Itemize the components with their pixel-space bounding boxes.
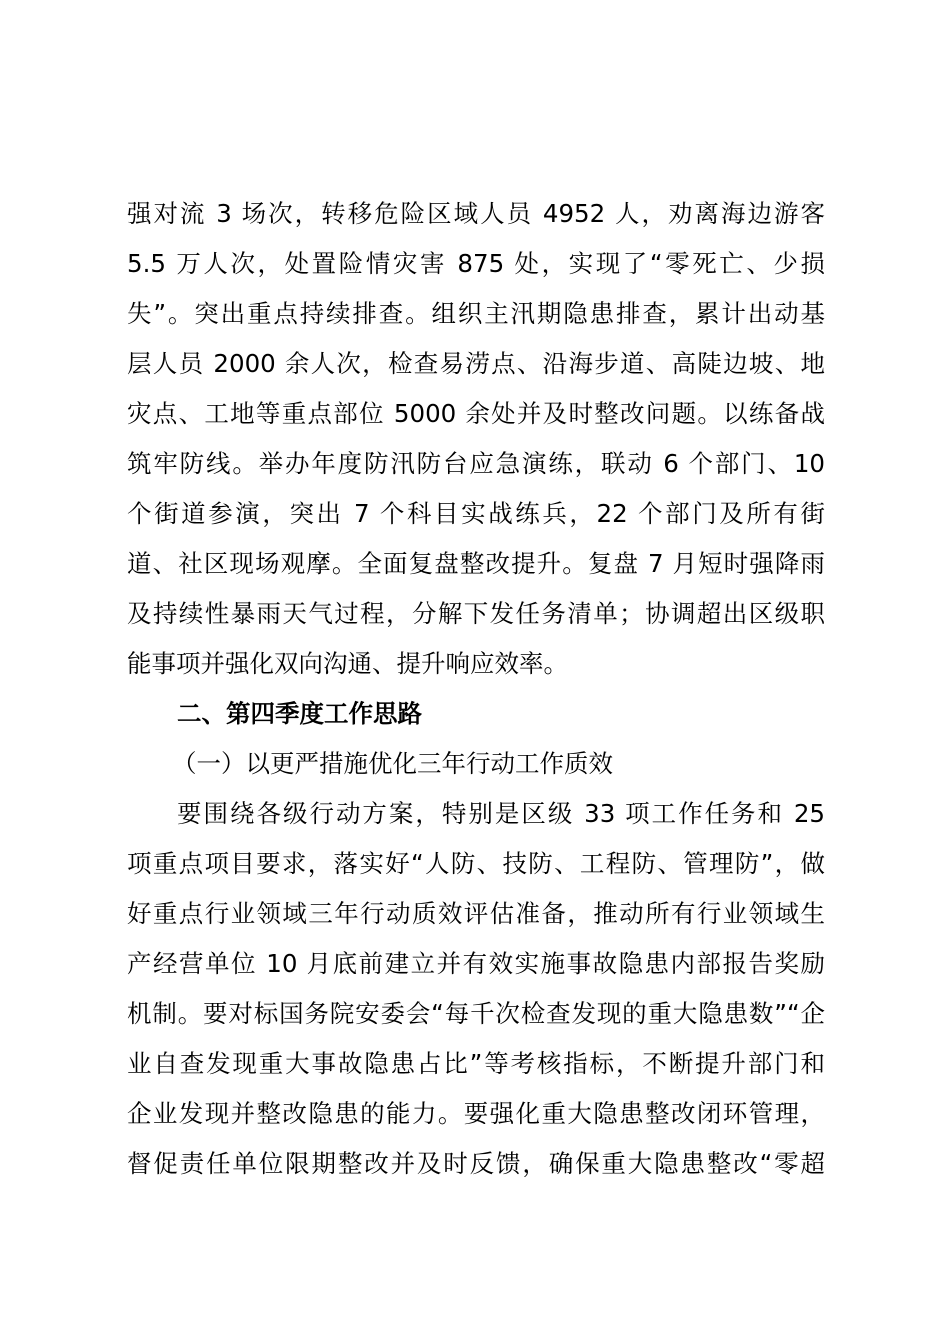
paragraph-line: 层人员 2000 余人次，检查易涝点、沿海步道、高陡边坡、地	[127, 349, 825, 378]
paragraph-line: 能事项并强化双向沟通、提升响应效率。	[127, 649, 568, 678]
paragraph-line: 机制。要对标国务院安委会“每千次检查发现的重大隐患数”“企	[127, 999, 825, 1028]
paragraph-line: 强对流 3 场次，转移危险区域人员 4952 人，劝离海边游客	[127, 199, 825, 228]
paragraph-line: 企业发现并整改隐患的能力。要强化重大隐患整改闭环管理，	[127, 1099, 825, 1128]
paragraph-line: 督促责任单位限期整改并及时反馈，确保重大隐患整改“零超	[127, 1149, 825, 1178]
paragraph-line: 业自查发现重大事故隐患占比”等考核指标，不断提升部门和	[127, 1049, 825, 1078]
paragraph-line: 灾点、工地等重点部位 5000 余处并及时整改问题。以练备战	[127, 399, 825, 428]
section-heading: 二、第四季度工作思路	[177, 699, 422, 728]
subsection-heading: （一）以更严措施优化三年行动工作质效	[172, 749, 613, 778]
paragraph-line: 道、社区现场观摩。全面复盘整改提升。复盘 7 月短时强降雨	[127, 549, 825, 578]
paragraph-line: 个街道参演，突出 7 个科目实战练兵，22 个部门及所有街	[127, 499, 825, 528]
paragraph-line: 产经营单位 10 月底前建立并有效实施事故隐患内部报告奖励	[127, 949, 825, 978]
paragraph-line: 失”。突出重点持续排查。组织主汛期隐患排查，累计出动基	[127, 299, 825, 328]
paragraph-line: 好重点行业领域三年行动质效评估准备，推动所有行业领域生	[127, 899, 825, 928]
paragraph-line: 5.5 万人次，处置险情灾害 875 处，实现了“零死亡、少损	[127, 249, 825, 278]
paragraph-line: 及持续性暴雨天气过程，分解下发任务清单；协调超出区级职	[127, 599, 825, 628]
paragraph-line: 要围绕各级行动方案，特别是区级 33 项工作任务和 25	[177, 799, 825, 828]
paragraph-line: 项重点项目要求，落实好“人防、技防、工程防、管理防”，做	[127, 849, 825, 878]
paragraph-line: 筑牢防线。举办年度防汛防台应急演练，联动 6 个部门、10	[127, 449, 825, 478]
